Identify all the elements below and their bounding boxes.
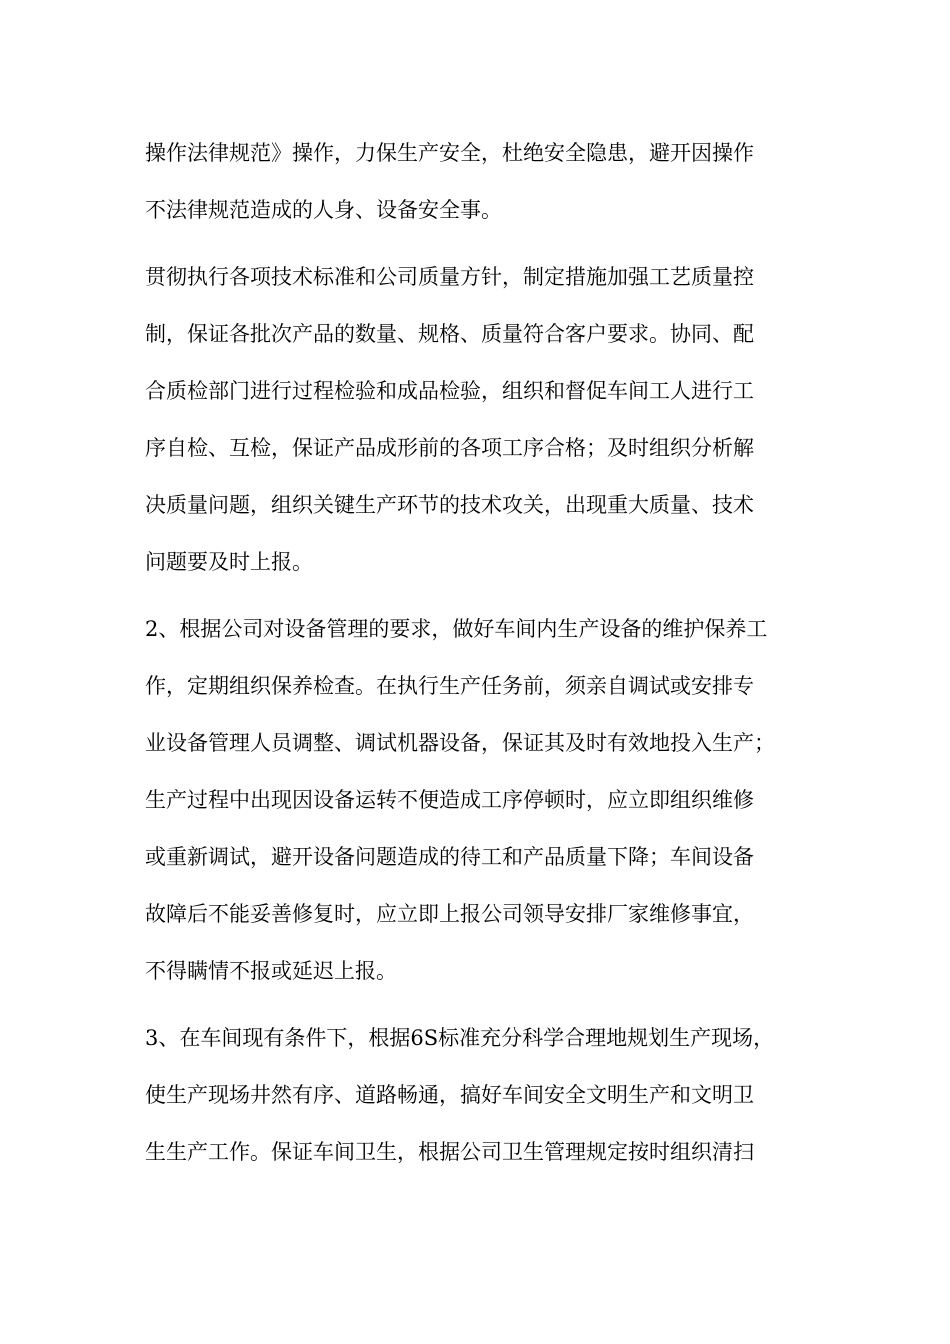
text-line: 3、在车间现有条件下，根据6S标准充分科学合理地规划生产现场， bbox=[145, 1026, 775, 1050]
text-line: 或重新调试，避开设备问题造成的待工和产品质量下降；车间设备 bbox=[145, 845, 754, 869]
paragraph-operation-safety bbox=[145, 125, 825, 239]
text-line: 制，保证各批次产品的数量、规格、质量符合客户要求。协同、配 bbox=[145, 322, 754, 346]
text-line: 2、根据公司对设备管理的要求，做好车间内生产设备的维护保养工 bbox=[145, 617, 768, 641]
text-line: 不法律规范造成的人身、设备安全事。 bbox=[145, 198, 502, 222]
paragraph-spacer bbox=[145, 591, 825, 601]
paragraph-equipment-management bbox=[145, 601, 825, 1000]
paragraph-quality-control bbox=[145, 249, 825, 591]
text-line: 作，定期组织保养检查。在执行生产任务前，须亲自调试或安排专 bbox=[145, 674, 754, 698]
text-line: 不得瞒情不报或延迟上报。 bbox=[145, 959, 397, 983]
text-line: 问题要及时上报。 bbox=[145, 550, 313, 574]
text-line: 决质量问题，组织关键生产环节的技术攻关，出现重大质量、技术 bbox=[145, 493, 754, 517]
paragraph-spacer bbox=[145, 239, 825, 249]
text-line: 生产过程中出现因设备运转不便造成工序停顿时，应立即组织维修 bbox=[145, 788, 754, 812]
text-line: 贯彻执行各项技术标准和公司质量方针，制定措施加强工艺质量控 bbox=[145, 265, 754, 289]
text-line: 生生产工作。保证车间卫生，根据公司卫生管理规定按时组织清扫 bbox=[145, 1140, 754, 1164]
text-line: 故障后不能妥善修复时，应立即上报公司领导安排厂家维修事宜， bbox=[145, 902, 754, 926]
text-line: 合质检部门进行过程检验和成品检验，组织和督促车间工人进行工 bbox=[145, 379, 754, 403]
text-line: 使生产现场井然有序、道路畅通，搞好车间安全文明生产和文明卫 bbox=[145, 1083, 754, 1107]
paragraph-6s-workshop bbox=[145, 1010, 825, 1181]
paragraph-spacer bbox=[145, 1000, 825, 1010]
text-line: 操作法律规范》操作，力保生产安全，杜绝安全隐患，避开因操作 bbox=[145, 141, 754, 165]
text-line: 序自检、互检，保证产品成形前的各项工序合格；及时组织分析解 bbox=[145, 436, 754, 460]
document-body bbox=[145, 125, 825, 1181]
text-line: 业设备管理人员调整、调试机器设备，保证其及时有效地投入生产； bbox=[145, 731, 775, 755]
